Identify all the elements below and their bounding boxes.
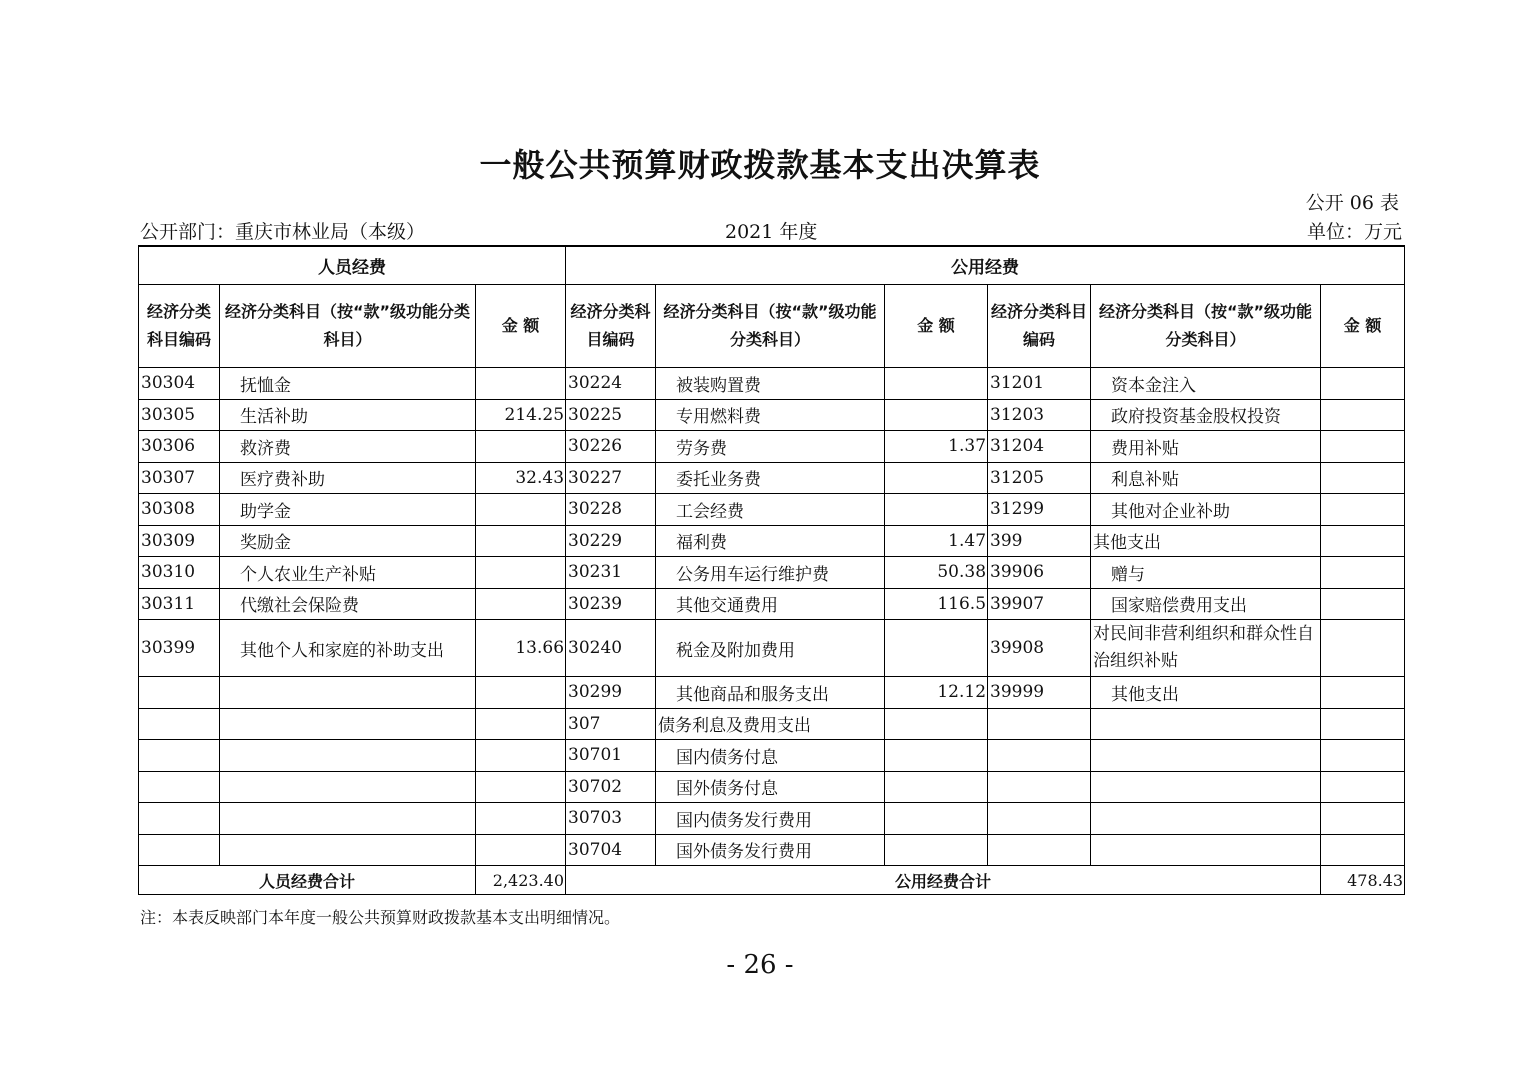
cell-amount xyxy=(885,740,988,772)
cell-code: 30311 xyxy=(139,588,220,620)
cell-name: 其他支出 xyxy=(1091,677,1321,709)
cell-code xyxy=(988,708,1091,740)
cell-code: 30702 xyxy=(566,771,656,803)
cell-amount xyxy=(885,771,988,803)
cell-name: 代缴社会保险费 xyxy=(220,588,476,620)
cell-code: 30239 xyxy=(566,588,656,620)
table-row xyxy=(139,431,1405,463)
cell-name: 个人农业生产补贴 xyxy=(220,557,476,589)
cell-code: 31299 xyxy=(988,494,1091,526)
cell-name: 对民间非营利组织和群众性自治组织补贴 xyxy=(1091,620,1321,677)
cell-amount xyxy=(885,834,988,866)
cell-amount xyxy=(1321,834,1405,866)
table-row xyxy=(139,462,1405,494)
cell-name: 资本金注入 xyxy=(1091,368,1321,400)
cell-name: 工会经费 xyxy=(656,494,885,526)
cell-name: 政府投资基金股权投资 xyxy=(1091,399,1321,431)
cell-code xyxy=(988,740,1091,772)
group-public: 公用经费 xyxy=(566,246,1405,285)
cell-name: 被装购置费 xyxy=(656,368,885,400)
cell-name: 劳务费 xyxy=(656,431,885,463)
cell-code: 30228 xyxy=(566,494,656,526)
cell-amount xyxy=(476,771,566,803)
header-name-1: 经济分类科目（按“款”级功能分类科目） xyxy=(220,285,476,368)
cell-name xyxy=(1091,708,1321,740)
meta-row xyxy=(140,217,1402,243)
form-number: 公开 06 表 xyxy=(1305,192,1399,214)
table-row xyxy=(139,771,1405,803)
cell-name xyxy=(1091,803,1321,835)
cell-amount: 50.38 xyxy=(885,557,988,589)
cell-code: 31203 xyxy=(988,399,1091,431)
cell-name: 福利费 xyxy=(656,525,885,557)
cell-code: 30231 xyxy=(566,557,656,589)
table-note: 注：本表反映部门本年度一般公共预算财政拨款基本支出明细情况。 xyxy=(140,908,621,927)
header-code-3: 经济分类科目编码 xyxy=(988,285,1091,368)
cell-name: 国家赔偿费用支出 xyxy=(1091,588,1321,620)
cell-name: 其他对企业补助 xyxy=(1091,494,1321,526)
cell-name xyxy=(220,677,476,709)
cell-name: 抚恤金 xyxy=(220,368,476,400)
cell-name: 其他支出 xyxy=(1091,525,1321,557)
cell-amount xyxy=(1321,494,1405,526)
cell-name: 国外债务付息 xyxy=(656,771,885,803)
department-label: 公开部门：重庆市林业局（本级） xyxy=(140,221,426,243)
cell-code: 31201 xyxy=(988,368,1091,400)
cell-amount xyxy=(476,431,566,463)
public-total-value: 478.43 xyxy=(1321,866,1405,895)
cell-name: 国外债务发行费用 xyxy=(656,834,885,866)
cell-code: 30224 xyxy=(566,368,656,400)
cell-code: 30229 xyxy=(566,525,656,557)
table-row xyxy=(139,803,1405,835)
cell-amount: 1.47 xyxy=(885,525,988,557)
header-code-2: 经济分类科目编码 xyxy=(566,285,656,368)
cell-code: 39907 xyxy=(988,588,1091,620)
cell-name: 救济费 xyxy=(220,431,476,463)
group-header-row xyxy=(139,246,1405,285)
cell-amount xyxy=(1321,588,1405,620)
cell-name: 公务用车运行维护费 xyxy=(656,557,885,589)
cell-code: 30308 xyxy=(139,494,220,526)
cell-amount xyxy=(1321,708,1405,740)
cell-amount xyxy=(1321,771,1405,803)
cell-name: 利息补贴 xyxy=(1091,462,1321,494)
cell-code: 39906 xyxy=(988,557,1091,589)
table-row xyxy=(139,620,1405,677)
cell-name xyxy=(1091,740,1321,772)
cell-amount xyxy=(1321,620,1405,677)
cell-name: 费用补贴 xyxy=(1091,431,1321,463)
cell-amount xyxy=(476,803,566,835)
cell-code: 31205 xyxy=(988,462,1091,494)
personnel-total-label: 人员经费合计 xyxy=(139,866,476,895)
header-name-2: 经济分类科目（按“款”级功能分类科目） xyxy=(656,285,885,368)
cell-amount xyxy=(476,494,566,526)
cell-code xyxy=(139,771,220,803)
cell-code: 30227 xyxy=(566,462,656,494)
cell-code xyxy=(139,677,220,709)
header-amount-3: 金 额 xyxy=(1321,285,1405,368)
cell-name: 委托业务费 xyxy=(656,462,885,494)
cell-amount xyxy=(1321,399,1405,431)
cell-amount: 32.43 xyxy=(476,462,566,494)
cell-name: 奖励金 xyxy=(220,525,476,557)
cell-name: 专用燃料费 xyxy=(656,399,885,431)
cell-name xyxy=(1091,771,1321,803)
cell-amount: 116.5 xyxy=(885,588,988,620)
cell-code: 399 xyxy=(988,525,1091,557)
cell-name: 债务利息及费用支出 xyxy=(656,708,885,740)
cell-name: 税金及附加费用 xyxy=(656,620,885,677)
cell-name xyxy=(220,771,476,803)
table-row xyxy=(139,494,1405,526)
cell-code xyxy=(139,708,220,740)
table-row xyxy=(139,368,1405,400)
cell-code xyxy=(139,803,220,835)
column-header-row xyxy=(139,285,1405,368)
cell-code: 30701 xyxy=(566,740,656,772)
cell-amount xyxy=(885,708,988,740)
table-row xyxy=(139,834,1405,866)
header-amount-2: 金 额 xyxy=(885,285,988,368)
cell-code xyxy=(988,803,1091,835)
cell-code: 30304 xyxy=(139,368,220,400)
cell-code: 39908 xyxy=(988,620,1091,677)
cell-code xyxy=(988,771,1091,803)
cell-amount: 1.37 xyxy=(885,431,988,463)
cell-name: 国内债务发行费用 xyxy=(656,803,885,835)
cell-code: 30399 xyxy=(139,620,220,677)
public-total-label: 公用经费合计 xyxy=(566,866,1321,895)
header-name-3: 经济分类科目（按“款”级功能分类科目） xyxy=(1091,285,1321,368)
table-row xyxy=(139,588,1405,620)
cell-name xyxy=(1091,834,1321,866)
group-personnel: 人员经费 xyxy=(139,246,566,285)
cell-name xyxy=(220,708,476,740)
personnel-total-value: 2,423.40 xyxy=(476,866,566,895)
cell-name: 国内债务付息 xyxy=(656,740,885,772)
cell-amount xyxy=(1321,462,1405,494)
cell-amount xyxy=(885,399,988,431)
cell-amount xyxy=(1321,525,1405,557)
cell-amount xyxy=(1321,557,1405,589)
cell-code xyxy=(139,740,220,772)
cell-name: 其他商品和服务支出 xyxy=(656,677,885,709)
cell-code: 30310 xyxy=(139,557,220,589)
cell-amount xyxy=(885,620,988,677)
cell-amount: 12.12 xyxy=(885,677,988,709)
year-label: 2021 年度 xyxy=(725,221,818,243)
table-row xyxy=(139,740,1405,772)
cell-code: 307 xyxy=(566,708,656,740)
cell-amount xyxy=(476,708,566,740)
cell-name xyxy=(220,803,476,835)
cell-code: 30307 xyxy=(139,462,220,494)
cell-name: 医疗费补助 xyxy=(220,462,476,494)
cell-name: 助学金 xyxy=(220,494,476,526)
cell-amount xyxy=(1321,368,1405,400)
cell-code: 31204 xyxy=(988,431,1091,463)
table-row xyxy=(139,677,1405,709)
table-row xyxy=(139,708,1405,740)
expenditure-table xyxy=(138,245,1405,895)
cell-code: 30240 xyxy=(566,620,656,677)
cell-code: 30305 xyxy=(139,399,220,431)
cell-code: 30703 xyxy=(566,803,656,835)
cell-name: 其他个人和家庭的补助支出 xyxy=(220,620,476,677)
cell-code: 39999 xyxy=(988,677,1091,709)
cell-amount xyxy=(1321,431,1405,463)
cell-amount xyxy=(476,557,566,589)
totals-row xyxy=(139,866,1405,895)
cell-amount xyxy=(885,368,988,400)
cell-code: 30306 xyxy=(139,431,220,463)
cell-amount: 214.25 xyxy=(476,399,566,431)
cell-amount xyxy=(885,462,988,494)
unit-label: 单位：万元 xyxy=(1306,221,1402,243)
cell-code: 30225 xyxy=(566,399,656,431)
cell-amount xyxy=(476,740,566,772)
cell-code: 30226 xyxy=(566,431,656,463)
table-row xyxy=(139,525,1405,557)
cell-amount xyxy=(476,525,566,557)
cell-name: 生活补助 xyxy=(220,399,476,431)
cell-code xyxy=(139,834,220,866)
cell-amount xyxy=(1321,677,1405,709)
cell-code: 30309 xyxy=(139,525,220,557)
cell-amount xyxy=(1321,803,1405,835)
header-amount-1: 金 额 xyxy=(476,285,566,368)
cell-name: 赠与 xyxy=(1091,557,1321,589)
cell-amount xyxy=(885,803,988,835)
cell-amount xyxy=(1321,740,1405,772)
page-title: 一般公共预算财政拨款基本支出决算表 xyxy=(479,146,1041,184)
cell-name: 其他交通费用 xyxy=(656,588,885,620)
page-number: - 26 - xyxy=(726,950,794,980)
cell-amount xyxy=(476,368,566,400)
cell-amount xyxy=(476,588,566,620)
cell-code: 30299 xyxy=(566,677,656,709)
cell-name xyxy=(220,740,476,772)
cell-amount xyxy=(476,677,566,709)
cell-code xyxy=(988,834,1091,866)
cell-amount xyxy=(885,494,988,526)
cell-code: 30704 xyxy=(566,834,656,866)
cell-name xyxy=(220,834,476,866)
cell-amount: 13.66 xyxy=(476,620,566,677)
header-code-1: 经济分类科目编码 xyxy=(139,285,220,368)
cell-amount xyxy=(476,834,566,866)
table-row xyxy=(139,399,1405,431)
table-row xyxy=(139,557,1405,589)
